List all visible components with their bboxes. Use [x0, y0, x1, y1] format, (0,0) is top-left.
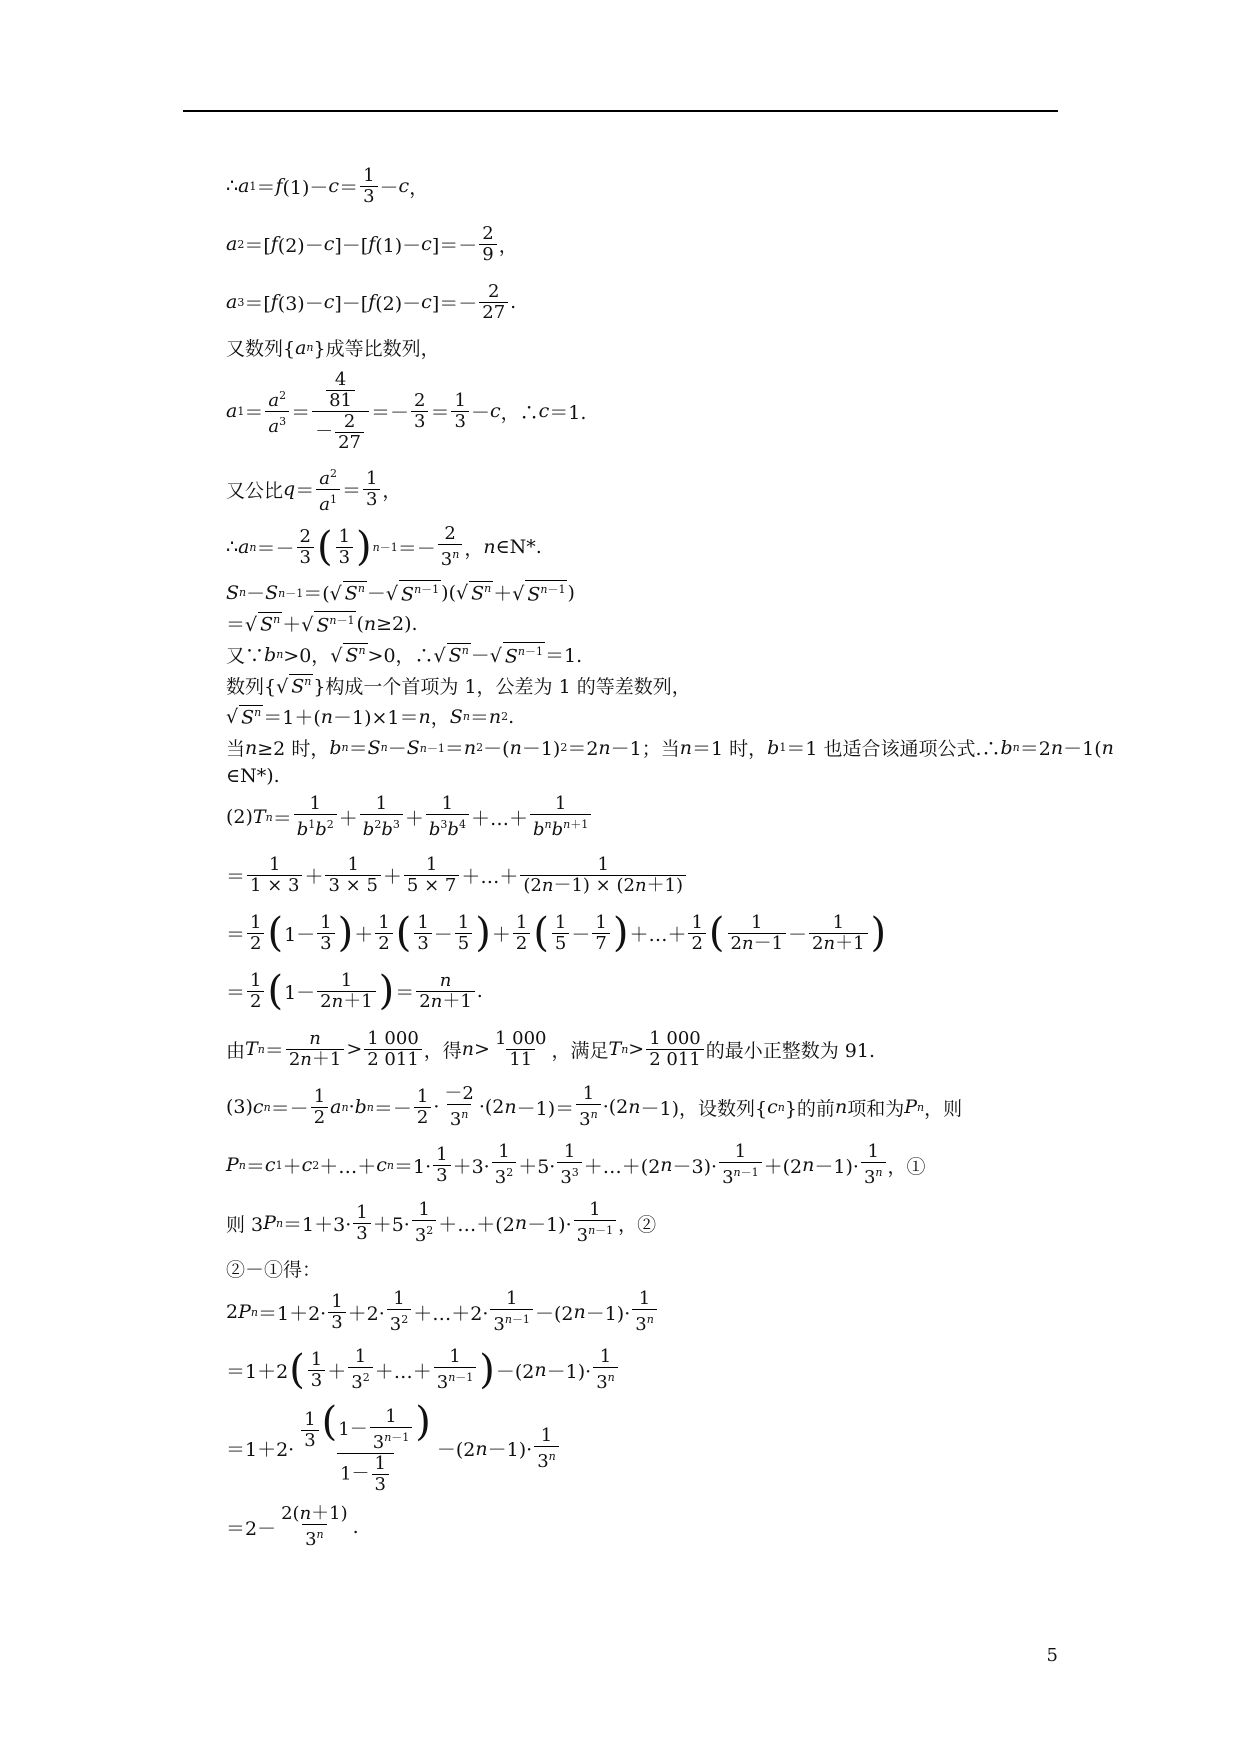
- line-geometric: 又数列{ a n }成等比数列，: [226, 336, 440, 360]
- line-an: ∴ a n ＝－ $\frac{2}{3}$ ( $\frac{1}{3}$ ) n－1 ＝－ $\frac{2}{3^n}$ ， n ∈N*.: [226, 523, 542, 570]
- line-bn: 当 n ≥2 时， b n ＝ S n － S n－1 ＝ n 2 －( n －1) 2 ＝2 n －1；当 n ＝1 时， b 1 ＝1 也适合该通项公式.∴ b n ＝2 n －1( n: [226, 736, 1114, 760]
- line-c-value: a 1 ＝ $\frac{a^2}{a^3}$ ＝ $\frac{4}{81}$ － $\frac{2}{27}$ ＝－ $\frac{2}{3}$ ＝ $\frac{1}{3}$ － c ，∴ c ＝1.: [226, 368, 587, 453]
- line-ratio: 又公比 q ＝ $\frac{a^2}{a^1}$ ＝ $\frac{1}{3}$ ，: [226, 466, 402, 515]
- line-tn-expand: ＝ $\frac{1}{1 \times 3}$ ＋ $\frac{1}{3 \times 5}$ ＋ $\frac{1}{5 \times 7}$ ＋…＋ $\frac{1}{(2n-1) \times (2n+1)}$: [226, 849, 1066, 901]
- line-tn-split: ＝ $\frac{1}{2}$ ( 1－ $\frac{1}{3}$ ) ＋ $\frac{1}{2}$ ( $\frac{1}{3}$ － $\frac{1}{5}$ ) ＋ $\frac{1}{2}$ ( $\frac{1}{5}$ － $\frac{1}{7}$ ) ＋…＋ $\frac{1}{2}$ ( $\frac{1}{2n-1}$ － $\frac{1}{2n+1}$ ): [226, 910, 887, 956]
- line-a2: a 2 ＝[ f (2)－ c ]－[ f (1)－ c ]＝－ $\frac{2}{9}$ ，: [226, 222, 518, 265]
- line-tn-ineq: 由 T n ＝ $\frac{n}{2n+1}$ > $\frac{1 000}{2 011}$ ，得 n > $\frac{1 000}{11}$ ，满足 T n > $\frac{1 000}{2 011}$ 的最小正整数为 91.: [226, 1027, 875, 1070]
- line-2pn-geo: ＝1＋2· $\frac{1}{3}$ (1－ $\frac{1}{3^{n-1}}$ ) 1－ $\frac{1}{3}$ －(2 n －1)· $\frac{1}{3^n}$: [226, 1402, 1066, 1495]
- line-bn-positive: 又∵ b n >0，√ $S^n$ >0，∴√ $S^n$ －√ $S^{n-1}$ ＝1.: [226, 643, 583, 668]
- line-2pn-group: ＝1＋2 ( $\frac{1}{3}$ ＋ $\frac{1}{3^2}$ ＋…＋ $\frac{1}{3^{n-1}}$ ) －(2 n －1)· $\frac{1}{3^n}$: [226, 1344, 1066, 1396]
- line-arith: 数列{√ $S^n$ }构成一个首项为 1，公差为 1 的等差数列，: [226, 674, 691, 698]
- header-rule: [183, 110, 1058, 112]
- line-3pn: 则 3 P n ＝1＋3· $\frac{1}{3}$ ＋5· $\frac{1}{3^2}$ ＋…＋(2 n －1)· $\frac{1}{3^{n-1}}$ ，②: [226, 1199, 657, 1246]
- page-number: 5: [1046, 1645, 1058, 1666]
- line-cn: (3) c n ＝－ $\frac{1}{2}$ a n · b n ＝－ $\frac{1}{2}$ · $\frac{-2}{3^n}$ ·(2 n －1)＝ $\frac{1}{3^n}$ ·(2 n －1)，设数列{ c n }的前 n 项和为 P n ，则: [226, 1083, 963, 1130]
- line-2pn-result: ＝2－ $\frac{2(n+1)}{3^n}$ .: [226, 1503, 359, 1550]
- line-tn-def: (2) T n ＝ $\frac{1}{b^1b^2}$ ＋ $\frac{1}{b^2b^3}$ ＋ $\frac{1}{b^3b^4}$ ＋…＋ $\frac{1}{b^nb^{n+1}}$: [226, 791, 1066, 843]
- line-subtract: ②－①得：: [226, 1259, 322, 1281]
- line-a1: ∴ a 1 ＝ f (1)－ c ＝ $\frac{1}{3}$ － c ，: [226, 164, 429, 207]
- line-tn-result: ＝ $\frac{1}{2}$ ( 1－ $\frac{1}{2n+1}$ ) ＝ $\frac{n}{2n+1}$ .: [226, 968, 483, 1014]
- line-bn-cont: ∈N*).: [226, 765, 280, 787]
- solution-body: [226, 160, 1114, 1559]
- line-sn-value: √ $S^n$ ＝1＋( n －1)×1＝ n ， S n ＝ n 2 .: [226, 705, 515, 729]
- line-sn-sum: ＝√ $S^n$ ＋√ $S^{n-1}$ ( n ≥2).: [226, 612, 418, 637]
- line-sn-diff: S n － S n－1 ＝(√ $S^n$ －√ $S^{n-1}$ )(√ $S^n$ ＋√ $S^{n-1}$ ): [226, 581, 575, 606]
- line-2pn: 2 P n ＝1＋2· $\frac{1}{3}$ ＋2· $\frac{1}{3^2}$ ＋…＋2· $\frac{1}{3^{n-1}}$ －(2 n －1)· $\frac{1}{3^n}$: [226, 1286, 1066, 1338]
- line-a3: a 3 ＝[ f (3)－ c ]－[ f (2)－ c ]＝－ $\frac{2}{27}$ .: [226, 280, 517, 323]
- line-pn: P n ＝ c 1 ＋ c 2 ＋…＋ c n ＝1· $\frac{1}{3}$ ＋3· $\frac{1}{3^2}$ ＋5· $\frac{1}{3^3}$ ＋…＋(2 n －3)· $\frac{1}{3^{n-1}}$ ＋(2 n －1)· $\frac{1}{3^n}$ ，①: [226, 1141, 926, 1188]
